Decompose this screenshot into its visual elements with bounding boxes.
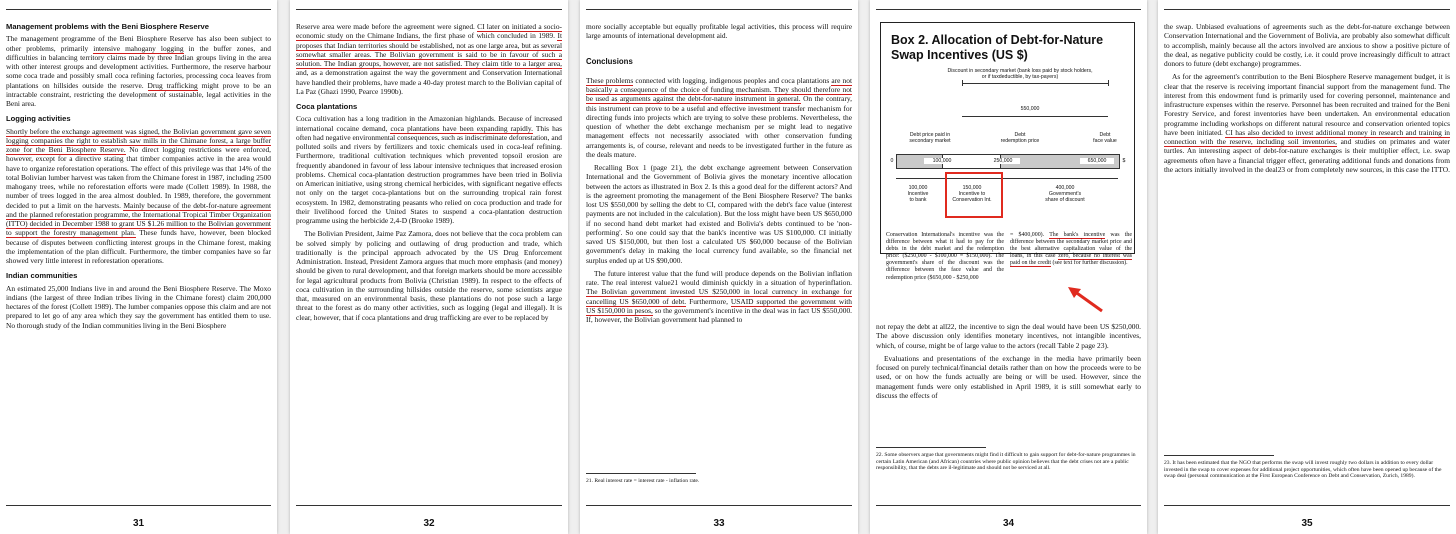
section-heading: Coca plantations <box>296 102 358 111</box>
box-caption-left: Conservation International's incentive was the difference between what it had to pay for the debts in the debt market and the redemption price: ($250,000 - $100,000 = $150,000). The government's share of the discount was the difference between the face value and the redemption price ($650,000 - $250,000 <box>886 232 1004 281</box>
incentive-ci: 150,000 Incentive to Conservation Int. <box>952 185 992 203</box>
highlight: zero, because no interest was paid on the credit <box>1010 253 1132 267</box>
bottom-rule <box>1164 505 1450 506</box>
paragraph: more socially acceptable but equally profitable legal activities, this process will require large amounts of international development aid. <box>586 22 852 41</box>
axis-label: 250,000 <box>986 158 1020 164</box>
paragraph: These problems connected with logging, indigenous peoples and coca plantations are not basically a consequence of the choice of funding mechanism. They should therefore not be used as arguments against the debt-for-nature instrument in general. On the contrary, this instrument can prove to be a useful and effective investment transfer mechanism for directing funds into projects which are trying to solve these problems. Nevertheless, the question of whether the debt exchange mechanism per se might lead to negative management effects not necessarily associated with other conservation funding arrangements is, of course, relevant and needs to be investigated further in the future as the deals mature. <box>586 75 852 159</box>
box-caption-right: = $400,000). The bank's incentive was the difference between the secondary market price and the best alternative capitalization value of the loans, in this case zero, because no interest was paid on the credit (see text for further discussion). <box>1010 232 1132 267</box>
paragraph: the swap. Unbiased evaluations of agreements such as the debt-for-nature exchange between Conservation International and the Government of Bolivia, are probably also somewhat difficult to accomplish, mainly because all the actors involved are anxious to show a positive picture of the deal, as negative publicity could be costly, i.e. it could prove increasingly difficult to attract donors to future (debt exchange) programmes. <box>1164 22 1450 68</box>
highlight: Shortly before the exchange agreement was signed, the Bolivian government gave seven logging companies the right to establish saw mills in the Chimane forest, a large buffer zone for the Beni Biosphere Reserve. <box>6 126 271 154</box>
page-35 <box>1158 0 1456 534</box>
box-title: Box 2. Allocation of Debt-for-Nature Swap Incentives (US $) <box>891 33 1104 62</box>
highlight: Mainly because of the debt-for-nature agreement and the planned reforestation programme, the International Tropical Timber Organization (ITTO) decided in December 1988 to grant US $1.26 million to the Bolivian government to support the forestry management plan. <box>6 200 271 238</box>
highlight: It proposes that Indian territories should be established, not as one large area, but as several somewhat smaller areas. The Bolivian government is said to be in favour of such a solution. The Indian groups, however, are not satisfied. They claim title to a larger area, <box>296 31 562 68</box>
bracket <box>962 83 1108 84</box>
paragraph: The Bolivian President, Jaime Paz Zamora, does not believe that the coca problem can be solved simply by policing and outlawing of drug production and trade, which traditionally is the principal approach advocated by the US Drug Enforcement Administration. Instead, President Zamora argues that much more emphasis (and money) should be given to rural development, and that foreign markets should be more accessible for legal agricultural products from Bolivia (Christian 1989). In respect to the effects of coca cultivation in the surrounding hillsides outside the reserve, some scientists argue that, measured on an environmental basis, these plantations do not pose such a large threat to the forest as do many other activities, such as logging (legal and illegal). It is clear, however, that if coca plantations and drug trafficking are ever to be replaced by <box>296 229 562 322</box>
highlight: The bank's incentive <box>1049 232 1106 238</box>
page-34 <box>870 0 1147 534</box>
page-body <box>296 22 562 326</box>
diagram-label: Discount in secondary market (bank loss paid by stock holders, or if taxdeductible, by tax-payers) <box>947 68 1093 80</box>
axis-label: 650,000 <box>1080 158 1114 164</box>
paragraph: Reserve area were made before the agreement were signed. CI later on initiated a socio-economic study on the Chimane Indians, the first phase of which concluded in 1989. It proposes that Indian territories should be established, not as one large area, but as several somewhat smaller areas. The Bolivian government is said to be in favour of such a solution. The Indian groups, however, are not satisfied. They claim title to a larger area, and, as a demonstration against the way the government and Conservation International have handled their problems, have made a 40-day protest march to the Bolivian capital of La Paz (Ghazi 1990, Pearce 1990b). <box>296 22 562 96</box>
paragraph: The management programme of the Beni Biosphere Reserve has also been subject to other problems, primarily intensive mahogany logging in the buffer zones, and difficulties in balancing territory claims made by three Indian groups living in the area with other interest groups and development activities. Furthermore, the reserve harbour some coca trade and possibly small coca refining factories, processing coca leaves from plantations on hillsides outside the reserve. Drug trafficking might prove to be an intractable constraint, restricting the development of sustainable, legal activities in the Beni area. <box>6 34 272 108</box>
section-heading: Conclusions <box>586 56 633 66</box>
page-number: 31 <box>132 518 145 529</box>
bracket-tick <box>962 80 963 86</box>
red-arrow-icon <box>1066 286 1106 314</box>
paragraph: As for the agreement's contribution to the Beni Biosphere Reserve management budget, it is clear that the reserve is receiving important financial support from the management fund. The interest from this endowment fund is primarily used for covering personnel, maintenance and infrastructure expenses within the reserve. Personnel has been recruited and trained for the Beni Forestry Service, and forest inventories have been undertaken. An environmental education programme including workshops on different natural resource and conservation oriented topics have been initiated. CI has also decided to invest additional money in research and training in connection with the reserve, including soil inventories, and studies on primates and water turtles. An interesting aspect of debt-for-nature exchanges is their multiplier effect, i.e. swap agreements often have a financial trigger effect, generating additional funds and donations from the actors initially involved in the deal23 or from completely new sources, in this case the ITTO. <box>1164 72 1450 174</box>
highlight: CI later on initiated a socio-economic study on the Chimane Indians, <box>296 22 562 41</box>
paragraph: An estimated 25,000 Indians live in and around the Beni Biosphere Reserve. The Moxo indians (the largest of three Indian tribes living in the Chimane forest) claim 200,000 hectares of the forest (Collett 1989). The lumber companies oppose this claim and are not prepared to let go of any area which they say the government has entitled them to use. No thorough study of the Indian communities living in the Beni Biosphere <box>6 283 271 330</box>
highlight: The Bolivian government invested US $250,000 in local currency in exchange for cancelling US $650,000 of debt. <box>586 287 852 306</box>
debt-allocation-diagram <box>880 22 1135 254</box>
page-32 <box>290 0 568 534</box>
diagram-label: Debt redemption price <box>1000 132 1040 144</box>
top-rule <box>1164 9 1450 10</box>
paragraph: The future interest value that the fund will produce depends on the Bolivian inflation rate. The real interest value21 would diminish quickly in a situation of hyperinflation. The Bolivian government invested US $250,000 in local currency in exchange for cancelling US $650,000 of debt. Furthermore, USAID supported the government with US $150,000 in pesos, so the government's incentive in the deal was in fact US $550,000. If, however, the Bolivian government had planned to <box>586 268 852 324</box>
top-rule <box>876 9 1141 10</box>
footnote: 21. Real interest rate = interest rate - inflation rate. <box>586 478 700 484</box>
page-body <box>1164 22 1450 178</box>
page-body <box>586 22 852 328</box>
bottom-rule <box>586 505 852 506</box>
section-heading: Indian communities <box>6 271 78 281</box>
highlight-box <box>945 172 1003 218</box>
page-33 <box>580 0 858 534</box>
section-heading: Logging activities <box>6 114 71 124</box>
axis-label: 100,000 <box>924 158 960 164</box>
page-number: 33 <box>713 518 725 529</box>
highlight: These problems <box>586 75 634 85</box>
page-number: 32 <box>423 518 435 529</box>
footnote-rule <box>876 447 986 448</box>
bottom-rule <box>876 505 1141 506</box>
top-rule <box>586 9 852 10</box>
axis-label: 0 <box>890 158 894 164</box>
footnote-rule <box>1164 455 1274 456</box>
highlight: USAID supported the government with US $150,000 in pesos, <box>586 296 852 315</box>
diagram-label: Debt price paid in secondary market <box>909 132 951 144</box>
diagram-value: 550,000 <box>1020 106 1040 112</box>
bracket <box>962 116 1108 117</box>
bracket-tick <box>1108 80 1109 86</box>
page-body <box>6 22 271 334</box>
highlight: Drug trafficking <box>147 80 198 90</box>
footnote-rule <box>586 473 696 474</box>
highlight: intensive mahogany logging <box>93 43 184 53</box>
page-body <box>876 322 1141 404</box>
paragraph: Coca cultivation has a long tradition in the Amazonian highlands. Because of increased international cocaine demand, coca plantations have been expanding rapidly. This has often had negative environmental consequences, such as indiscriminate deforestation, and polluted soils and rivers by fertilizers and toxic chemicals used in coca-leaf refining. Furthermore, traditional cultivation techniques which prevented topsoil erosion are frequently abandoned in favour of less labour intensive techniques that increased erosion problems. Chemical coca-plantation destruction programmes have been tried in Bolivia on American initiative, using strong chemical herbicides, with significant negative effects not only on the target coca-plantations but on the surrounding tropical rain forest ecosystem. In 1982, demonstrating peasants who relied on coca production and trade for their livelihood forced the United States to suspend a coca-plantation destruction programme using the herbicide 2,4-D (Brooke 1989). <box>296 114 562 225</box>
paragraph: Evaluations and presentations of the exchange in the media have primarily been focused on purely technical/financial details rather than on how the proceeds were to be used, or on how the funds actually are being or will be used. However, since the management funds were only established in April 1989, it is still somewhat early to discuss the effects of <box>876 353 1141 400</box>
highlight: coca plantations have been expanding rapidly. <box>390 123 533 133</box>
paragraph: Recalling Box 1 (page 21), the debt exchange agreement between Conservation International and the Government of Bolivia gives the monetary incentive allocation between the actors as illustrated in Box 2. Is this a good deal for the different actors? And is the agreement promoting the management of the Beni Biosphere Reserve? The banks lost US $550,000 by selling the debt to CI, compared with the debt's face value (interest payments are not included in the calculation). But the loss might have been US $650,000 if no second hand debt market had existed and Bolivia's debts continued to be 'non-performing'. So one could say that the bank's incentive was US $100,000. CI initially saved US $150,000, but then lost a calculated US $60,000 because of the Bolivian government's delay in making the local currency fund available, so the financial net surplus ended up at US $90,000. <box>586 163 852 265</box>
page-number: 34 <box>1002 518 1015 529</box>
highlight: CI has also decided to invest additional money in research and training in connection with the reserve, including soil inventories, <box>1164 127 1450 146</box>
footnote: 23. It has been estimated that the NGO that performs the swap will invest roughly two dollars in addition to every dollar invested in the swap to cover expenses for additional project opportunities, which often have been opened up because of the swap deal (personal communication at the First European Conference on Debt and Conservation, Zurich, 1989). <box>1164 460 1442 480</box>
axis-label: $ <box>1122 158 1126 164</box>
bottom-rule <box>6 505 271 506</box>
diagram-label: Debt face value <box>1093 132 1117 144</box>
top-rule <box>6 9 271 10</box>
top-rule <box>296 9 562 10</box>
paragraph: not repay the debt at all22, the incentive to sign the deal would have been US $250,000. The above discussion only identifies monetary incentives, not intangible incentives, which, of course, might be of large value to the actors (recall Table 2 page 23). <box>876 322 1141 350</box>
page-31 <box>0 0 277 534</box>
highlight: are not basically a consequence of the choice of funding mechanism. They should therefore not be used as arguments against the debt-for-nature instrument in general. <box>586 75 852 104</box>
government-share: 400,000 Government's share of discount <box>1045 185 1085 203</box>
bracket <box>896 178 1118 179</box>
section-heading: Management problems with the Beni Biosphere Reserve <box>6 22 209 31</box>
bottom-rule <box>296 505 562 506</box>
paragraph: Shortly before the exchange agreement was signed, the Bolivian government gave seven logging companies the right to establish saw mills in the Chimane forest, a large buffer zone for the Beni Biosphere Reserve. No direct logging restrictions were enforced, however, except for a directive stating that timber companies active in the area would have to organize reforestation operations. The effect of this privilege was that 14% of the total Bolivian lumber harvest was taken from the Chimane forest in 1987, including 2500 mahogany trees, while no reforestation efforts were made (Collett 1989). In 1988, the number of trees logged in the area almost doubled. In 1989, therefore, the government decided to put a limit on the harvests. Mainly because of the debt-for-nature agreement and the planned reforestation programme, the International Tropical Timber Organization (ITTO) decided in December 1988 to grant US $1.26 million to the Bolivian government to support the forestry management plan. These funds have, however, been blocked because of disputes between conflicting interest groups in the Chimane forest, making the implementation of the plan difficult. Furthermore, the timber companies have so far showed very little interest in reforestation operations. <box>6 126 271 265</box>
incentive-bank: 100,000 Incentive to bank <box>907 185 929 203</box>
page-number: 35 <box>1301 518 1313 529</box>
footnote: 22. Some observers argue that governments might find it difficult to gain support for debt-for-nature programmes in certain Latin American (and African) countries where public opinion believes that the debt crises not are a public responsibility, that the debts are il-legitimate and should not be serviced at all. <box>876 452 1136 472</box>
